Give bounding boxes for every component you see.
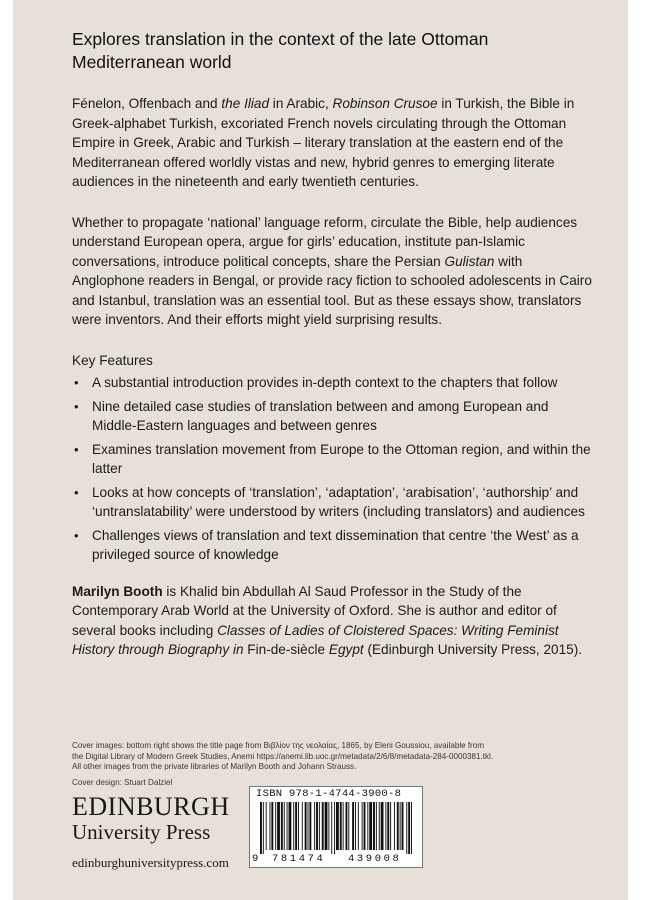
cover-credits xyxy=(72,741,592,788)
bullet-icon: • xyxy=(74,441,79,457)
barcode-bar xyxy=(390,802,391,850)
publisher-url: edinburghuniversitypress.com xyxy=(72,855,229,870)
barcode-bar xyxy=(263,802,264,854)
barcode-bar xyxy=(411,802,412,854)
barcode-lead-digit: 9 xyxy=(252,853,259,865)
barcode-bar xyxy=(309,802,311,850)
barcode-bar xyxy=(348,802,349,850)
barcode-bar xyxy=(352,802,354,850)
barcode-bar xyxy=(284,802,285,850)
barcode-bar xyxy=(328,802,329,850)
key-feature-text: Looks at how concepts of ‘translation’, ‘adaptation’, ‘arabisation’, ‘authorship’ and ‘untranslatability’ were understood by writers (including translators) and audiences xyxy=(92,484,585,519)
key-feature-text: Nine detailed case studies of translation between and among European and Middle-Eastern languages and between genres xyxy=(92,398,549,433)
barcode-bar xyxy=(376,802,377,850)
barcode-bar xyxy=(408,802,410,854)
barcode-bar xyxy=(373,802,375,850)
bullet-icon: • xyxy=(74,527,79,543)
barcode-bar xyxy=(298,802,299,850)
barcode-bar xyxy=(358,802,359,850)
cover-content xyxy=(72,28,592,660)
text-run: Robinson Crusoe xyxy=(332,96,438,111)
text-run: is Khalid bin Abdullah Al Saud Professor in the Study of the Contemporary Arab World at the University of Oxford. She is author and editor of several books including xyxy=(72,583,557,638)
publisher-logo xyxy=(72,793,252,871)
barcode-bar xyxy=(397,802,399,850)
credits-line: the Digital Library of Modern Greek Studies, Anemi https://anemi.lib.uoc.gr/metadata/2/6/8/metadata-284-0000381.tkl. xyxy=(72,751,494,761)
barcode-bar xyxy=(302,802,303,850)
description-paragraph-1 xyxy=(72,94,592,192)
barcode-bar xyxy=(402,802,404,850)
author-bio xyxy=(72,582,592,660)
description-paragraph-2 xyxy=(72,213,592,330)
barcode-icon xyxy=(256,802,416,854)
barcode-bar xyxy=(314,802,315,850)
key-feature-text: A substantial introduction provides in-depth context to the chapters that follow xyxy=(92,375,558,390)
barcode-bar xyxy=(387,802,389,850)
bullet-icon: • xyxy=(74,398,79,414)
barcode-bar xyxy=(355,802,356,850)
isbn-barcode-box xyxy=(249,786,423,868)
key-features-title: Key Features xyxy=(72,352,153,368)
text-run: (Edinburgh University Press, 2015). xyxy=(363,642,583,657)
text-run: Marilyn Booth xyxy=(72,583,163,599)
barcode-bar xyxy=(275,802,276,850)
cover-design-credit: Cover design: Stuart Dalziel xyxy=(72,777,173,787)
text-run: in Turkish, the Bible in Greek-alphabet Turkish, excoriated French novels circulating through the Ottoman Empire in Greek, Arabic and Turkish – literary translation at the eastern end of the Mediterranean offered worldly vistas and new, hybrid genres to emerging literate audiences in the nineteenth and early twentieth centuries. xyxy=(72,96,575,189)
barcode-bar xyxy=(400,802,401,850)
barcode-bar xyxy=(295,802,297,850)
text-run: Gulistan xyxy=(444,253,495,269)
key-feature-item xyxy=(72,397,592,436)
key-feature-text: Challenges views of translation and text dissemination that centre ‘the West’ as a privileged source of knowledge xyxy=(92,527,579,562)
barcode-bar xyxy=(319,802,320,850)
text-run: Egypt xyxy=(328,642,364,657)
barcode-bar xyxy=(331,802,332,854)
key-feature-text: Examines translation movement from Europe to the Ottoman region, and within the latter xyxy=(92,441,591,476)
barcode-bar xyxy=(346,802,348,850)
barcode-bar xyxy=(334,802,335,854)
barcode-bar xyxy=(287,802,288,850)
barcode-bar xyxy=(271,802,273,850)
barcode-bar xyxy=(308,802,309,850)
barcode-bar xyxy=(281,802,283,850)
publisher-name: EDINBURGH xyxy=(72,792,230,821)
bullet-icon: • xyxy=(74,484,79,500)
barcode-bar xyxy=(293,802,294,850)
isbn-label: ISBN 978-1-4744-3900-8 xyxy=(256,788,402,800)
barcode-bar xyxy=(394,802,395,850)
key-feature-item xyxy=(72,483,592,522)
barcode-bar xyxy=(343,802,344,850)
barcode-left-digits: 781474 xyxy=(272,853,326,865)
key-feature-item xyxy=(72,440,592,479)
barcode-bar xyxy=(364,802,366,850)
barcode-bar xyxy=(369,802,372,850)
text-run: with Anglophone readers in Bengal, or provide racy fiction to schooled adolescents in Cairo and Istanbul, translation was an essential tool. But as these essays show, translators were inventors. And their efforts might yield surprising results. xyxy=(72,253,592,327)
barcode-bar xyxy=(322,802,324,850)
text-run: Classes of Ladies of Cloistered Spaces: Writing Feminist History through Biography in xyxy=(72,622,559,657)
text-run: in Arabic, xyxy=(269,96,333,111)
text-run: Whether to propagate ‘national’ language reform, circulate the Bible, help audiences understand European opera, argue for girls’ education, institute pan-Islamic conversations, introduce political concepts, share the Persian xyxy=(72,214,578,269)
barcode-bar xyxy=(406,802,407,854)
publisher-subtitle: University Press xyxy=(72,820,211,844)
barcode-bar xyxy=(277,802,280,850)
barcode-bar xyxy=(379,802,380,850)
barcode-right-digits: 439008 xyxy=(348,853,402,865)
barcode-bar xyxy=(260,802,262,854)
credits-line: All other images from the private libraries of Marilyn Booth and Johann Strauss. xyxy=(72,762,357,772)
key-features-list xyxy=(72,373,592,565)
barcode-bar xyxy=(289,802,292,850)
barcode-bar xyxy=(266,802,267,850)
barcode-bar xyxy=(381,802,384,850)
barcode-bar xyxy=(316,802,318,850)
key-feature-item xyxy=(72,526,592,565)
headline: Explores translation in the context of the late Ottoman Mediterranean world xyxy=(72,29,489,72)
barcode-bar xyxy=(385,802,386,850)
barcode-bar xyxy=(362,802,363,850)
barcode-bar xyxy=(336,802,339,850)
key-feature-item xyxy=(72,373,592,393)
barcode-bar xyxy=(367,802,368,850)
barcode-bar xyxy=(305,802,307,850)
bullet-icon: • xyxy=(74,375,79,390)
barcode-bar xyxy=(270,802,271,850)
book-back-cover xyxy=(13,0,628,900)
credits-line: Cover images: bottom right shows the title page from Βιβλίον της νεολαίας, 1865, by Eleni Goussiou, available from xyxy=(72,741,485,750)
text-run: Fénelon, Offenbach and xyxy=(72,96,222,111)
barcode-bar xyxy=(325,802,328,850)
barcode-bar xyxy=(340,802,342,850)
text-run: the Iliad xyxy=(221,96,270,111)
text-run: Fin-de-siècle xyxy=(243,642,329,657)
